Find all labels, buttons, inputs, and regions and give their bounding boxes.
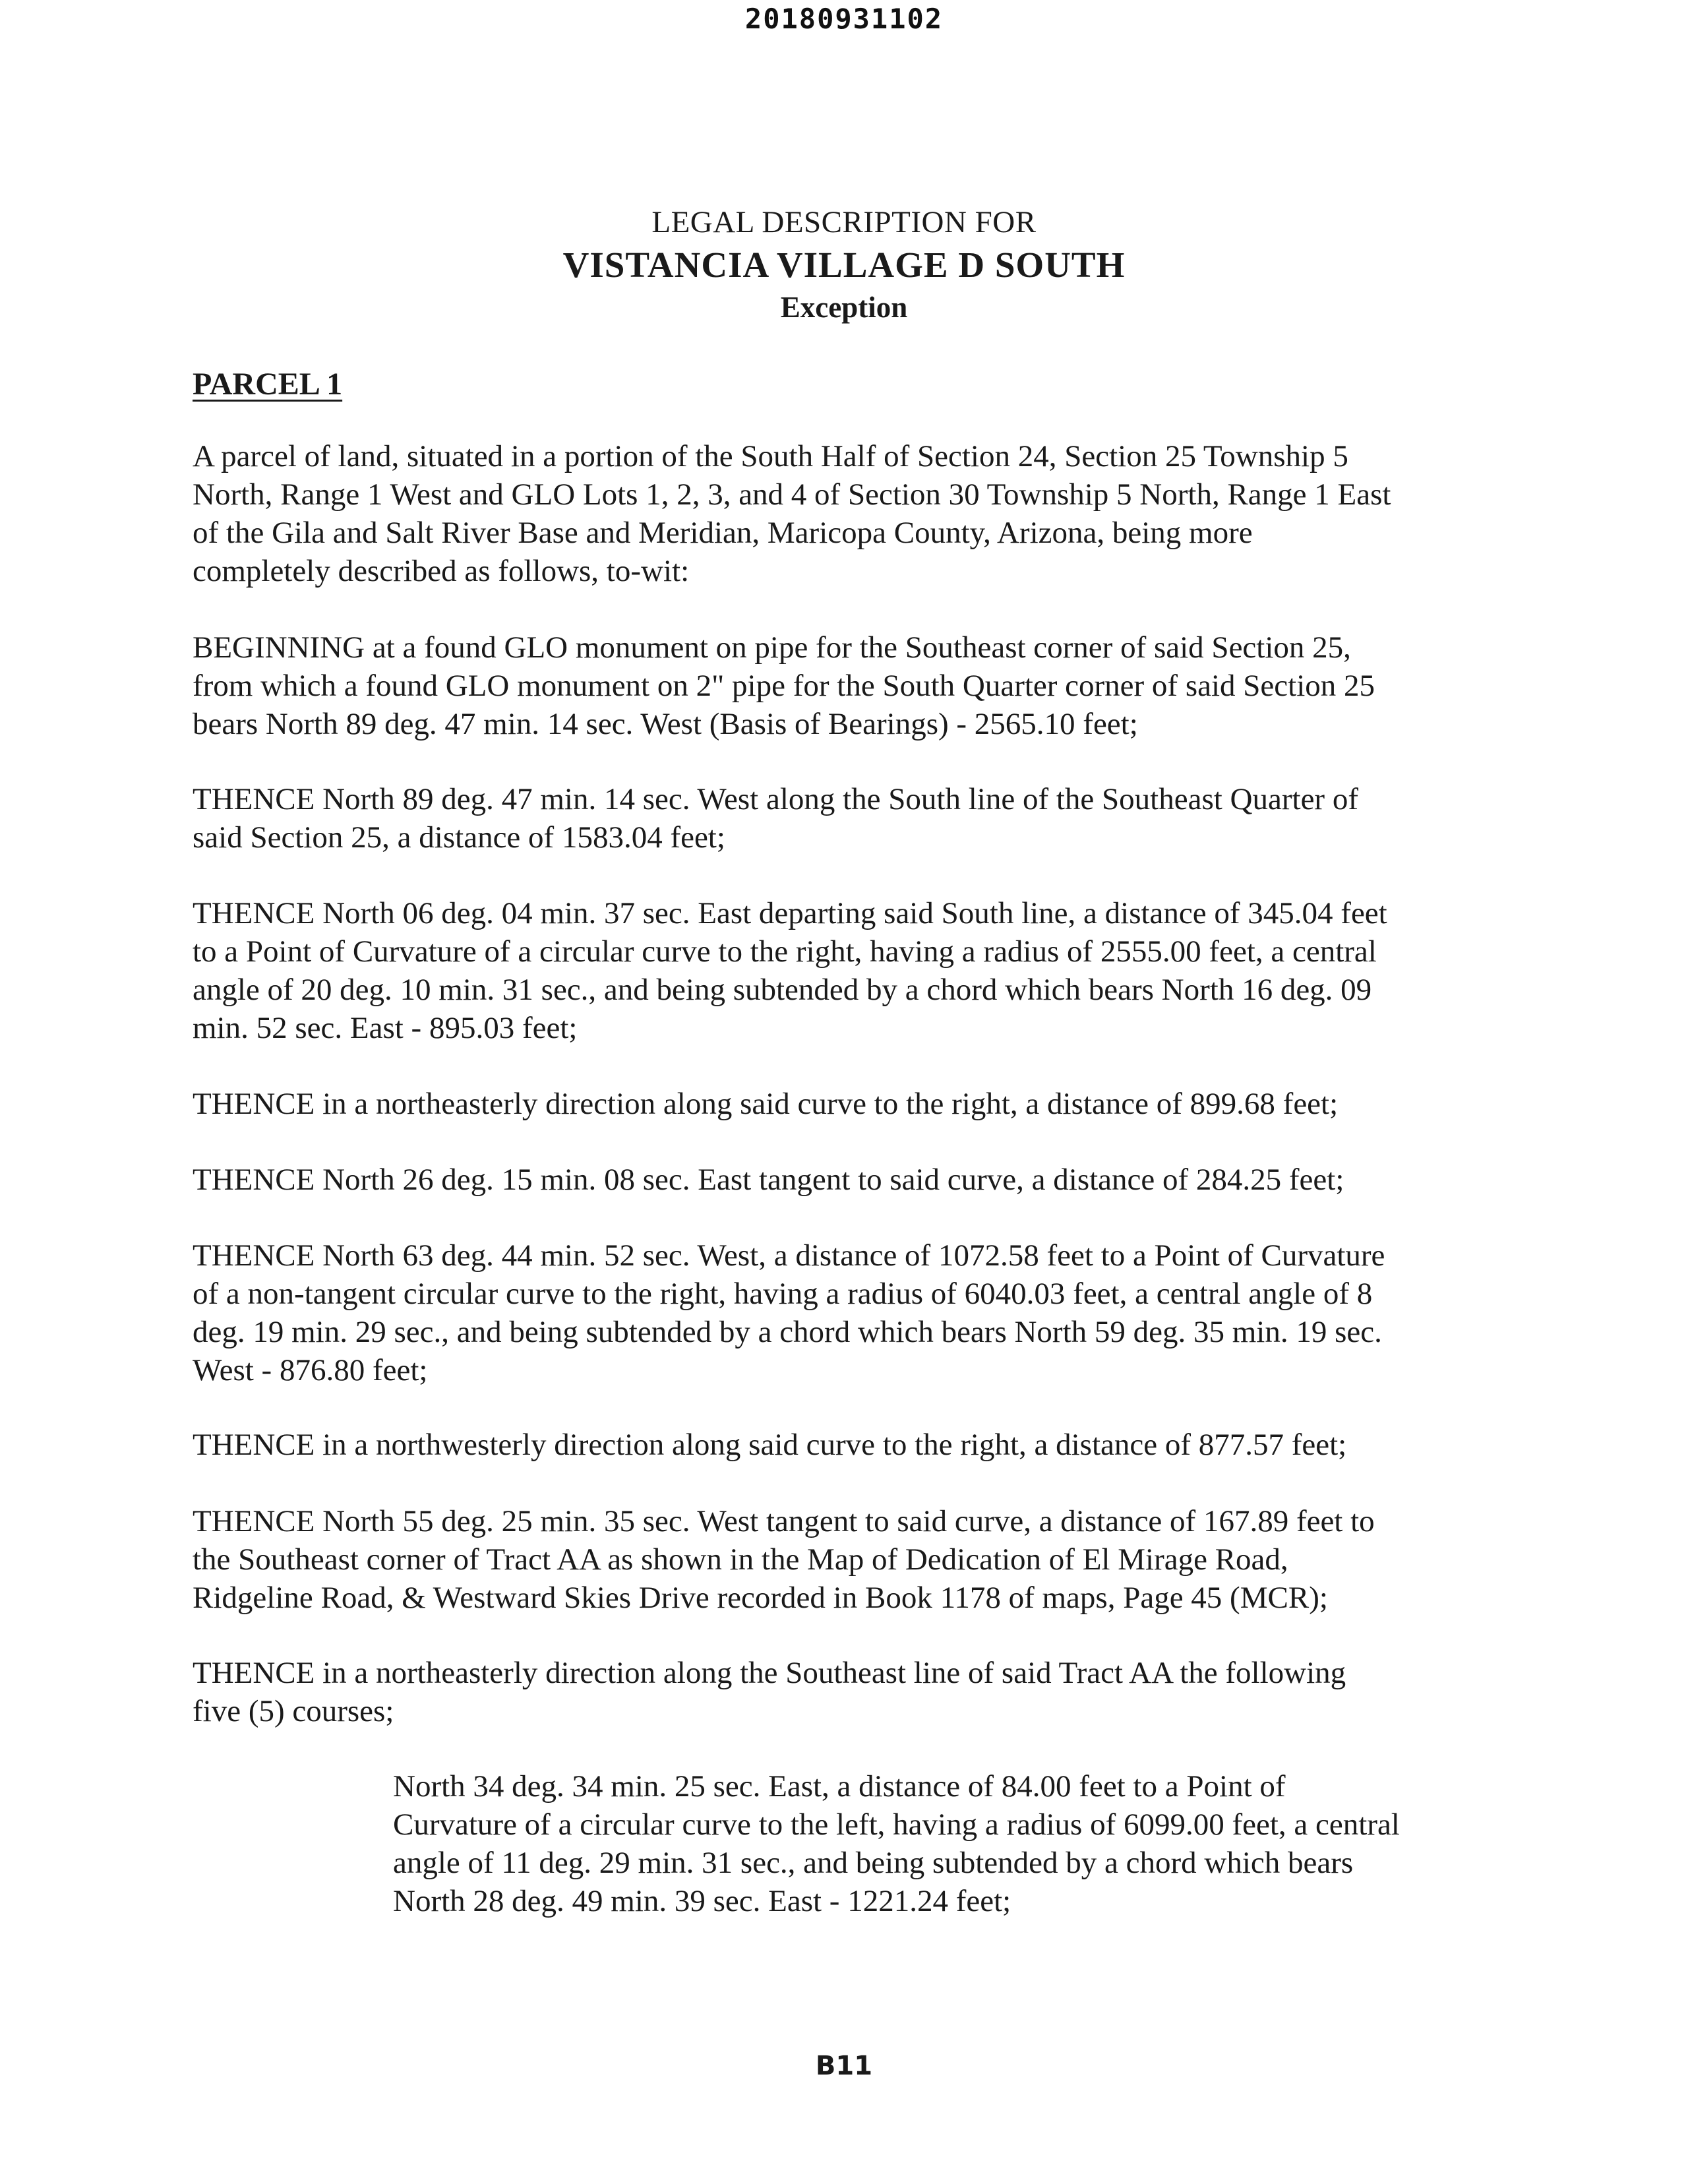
parcel-heading: PARCEL 1: [193, 367, 343, 402]
paragraph-sub-course: North 34 deg. 34 min. 25 sec. East, a distance of 84.00 feet to a Point of Curvature of a circular curve to the left, having a radius of 6099.00 feet, a central angle of 11 deg. 29 min. 31 sec., and being subtended by a chord which bears North 28 deg. 49 min. 39 sec. East - 1221.24 feet;: [393, 1769, 1400, 1918]
paragraph-point-of-beginning: BEGINNING at a found GLO monument on pipe for the Southeast corner of said Section 25, from which a found GLO monument on 2" pipe for the South Quarter corner of said Section 25 bears North 89 deg. 47 min. 14 sec. West (Basis of Bearings) - 2565.10 feet;: [193, 630, 1375, 741]
paragraph-course: THENCE North 26 deg. 15 min. 08 sec. East tangent to said curve, a distance of 284.25 feet;: [193, 1163, 1344, 1197]
paragraph-course: THENCE North 63 deg. 44 min. 52 sec. West, a distance of 1072.58 feet to a Point of Curvature of a non-tangent circular curve to the right, having a radius of 6040.03 feet, a central angle of 8 deg. 19 min. 29 sec., and being subtended by a chord which bears North 59 deg. 35 min. 19 sec. West - 876.80 feet;: [193, 1238, 1385, 1387]
paragraph-course: THENCE in a northwesterly direction along said curve to the right, a distance of 877.57 feet;: [193, 1428, 1347, 1462]
title-legal-description: LEGAL DESCRIPTION FOR: [651, 205, 1037, 239]
paragraph-course: THENCE North 06 deg. 04 min. 37 sec. East departing said South line, a distance of 345.04 feet to a Point of Curvature of a circular curve to the right, having a radius of 2555.00 feet, a central angle of 20 deg. 10 min. 31 sec., and being subtended by a chord which bears North 16 deg. 09 min. 52 sec. East - 895.03 feet;: [193, 896, 1387, 1045]
recording-number: 20180931102: [744, 3, 944, 35]
title-subdivision-name: VISTANCIA VILLAGE D SOUTH: [562, 245, 1126, 285]
paragraph-course: THENCE North 55 deg. 25 min. 35 sec. West tangent to said curve, a distance of 167.89 feet to the Southeast corner of Tract AA as shown in the Map of Dedication of El Mirage Road, Ridgeline Road, & Westward Skies Drive recorded in Book 1178 of maps, Page 45 (MCR);: [193, 1504, 1375, 1615]
paragraph-course: THENCE in a northeasterly direction along said curve to the right, a distance of 899.68 feet;: [193, 1087, 1339, 1121]
page-label: B11: [815, 2051, 873, 2081]
paragraph-parcel-intro: A parcel of land, situated in a portion of the South Half of Section 24, Section 25 Township 5 North, Range 1 West and GLO Lots 1, 2, 3, and 4 of Section 30 Township 5 North, Range 1 East of the Gila and Salt River Base and Meridian, Maricopa County, Arizona, being more completely described as follows, to-wit:: [193, 439, 1391, 588]
title-exception: Exception: [780, 291, 908, 324]
title-block: [0, 202, 1688, 327]
paragraph-course: THENCE North 89 deg. 47 min. 14 sec. West along the South line of the Southeast Quarter of said Section 25, a distance of 1583.04 feet;: [193, 782, 1358, 855]
paragraph-course: THENCE in a northeasterly direction along the Southeast line of said Tract AA the following five (5) courses;: [193, 1656, 1346, 1728]
